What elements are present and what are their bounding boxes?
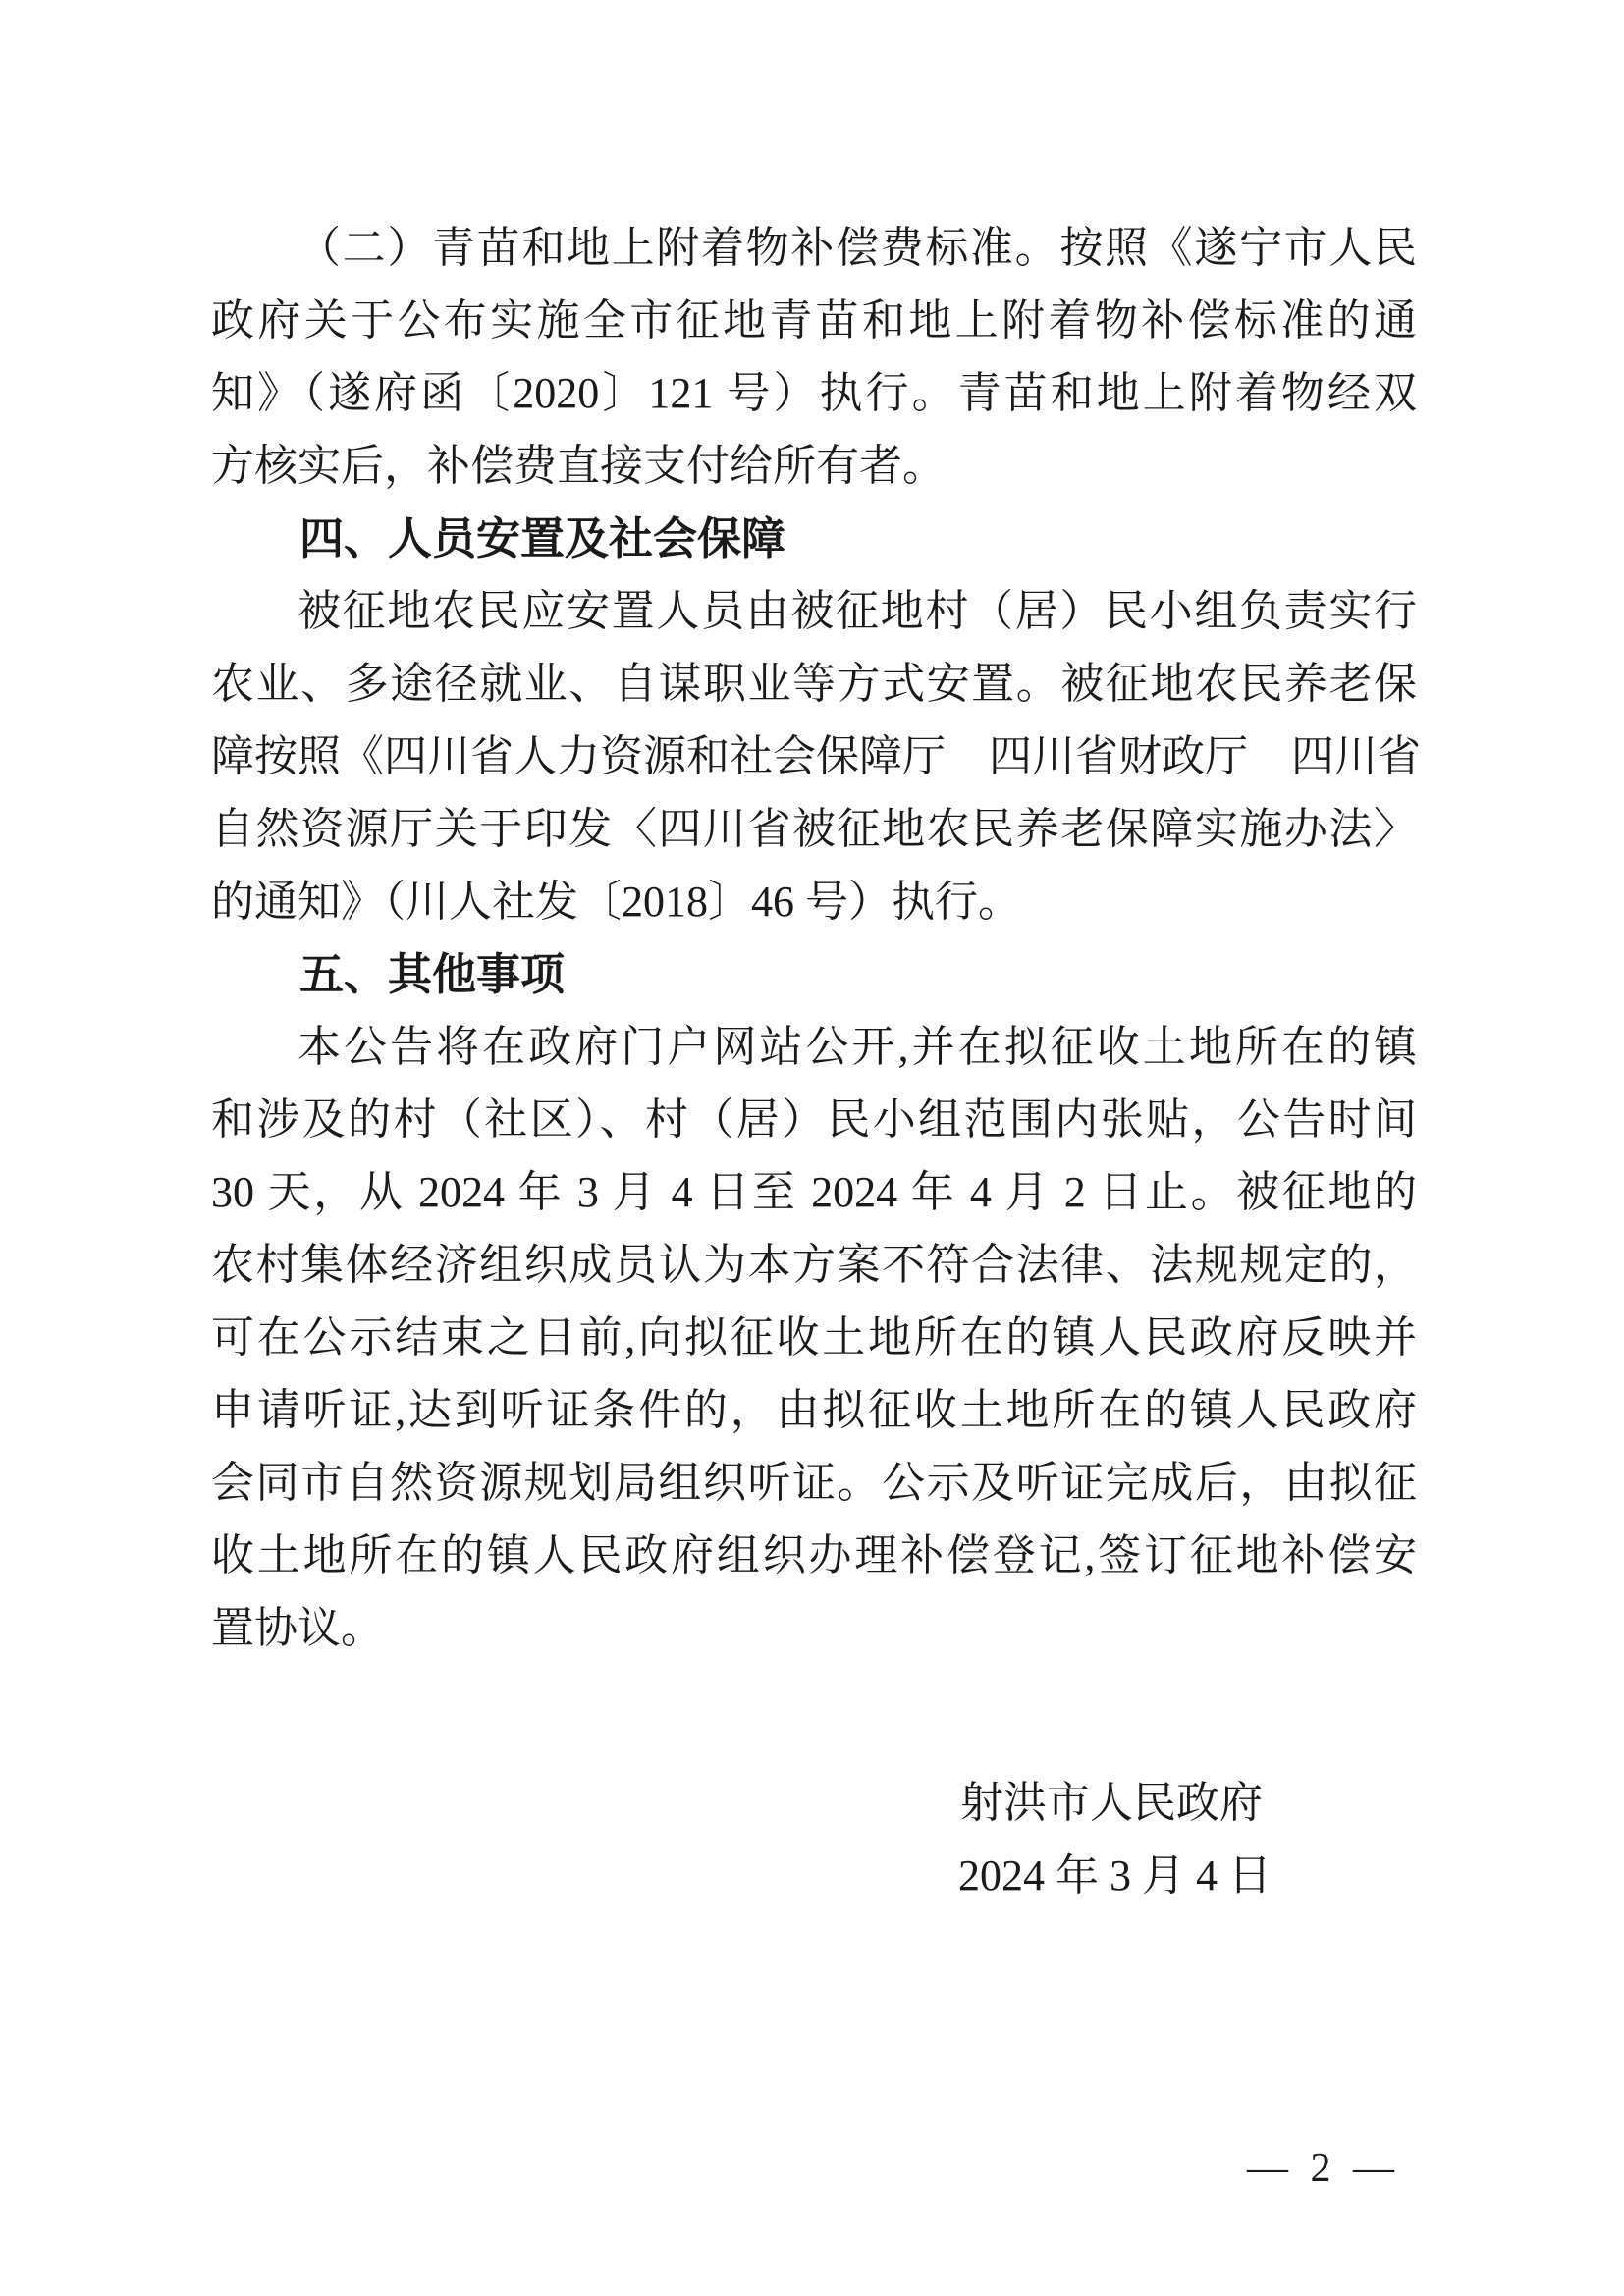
text-line: 知》（遂府函〔2020〕121 号）执行。青苗和地上附着物经双: [211, 369, 1417, 417]
text-line: 申请听证,达到听证条件的，由拟征收土地所在的镇人民政府: [211, 1386, 1417, 1434]
text-line: 被征地农民应安置人员由被征地村（居）民小组负责实行: [298, 587, 1417, 635]
signature-block: [958, 1767, 1272, 1912]
page-number: — 2 —: [1247, 2146, 1400, 2191]
text-line: 的通知》（川人社发〔2018〕46 号）执行。: [211, 878, 1021, 926]
text-line: 本公告将在政府门户网站公开,并在拟征收土地所在的镇: [298, 1023, 1417, 1071]
text-line: 30 天，从 2024 年 3 月 4 日至 2024 年 4 月 2 日止。被征地的: [211, 1168, 1417, 1216]
text-line: 政府关于公布实施全市征地青苗和地上附着物补偿标准的通: [211, 296, 1417, 345]
text-line: （二）青苗和地上附着物补偿费标准。按照《遂宁市人民: [298, 224, 1417, 272]
text-line: 可在公示结束之日前,向拟征收土地所在的镇人民政府反映并: [211, 1313, 1417, 1362]
text-line: 农村集体经济组织成员认为本方案不符合法律、法规规定的，: [211, 1241, 1417, 1289]
text-line: 农业、多途径就业、自谋职业等方式安置。被征地农民养老保: [211, 660, 1417, 708]
text-line: 自然资源厅关于印发〈四川省被征地农民养老保障实施办法〉: [211, 805, 1417, 853]
signature-issuer: 射洪市人民政府: [960, 1779, 1263, 1827]
document-body: [211, 212, 1421, 1665]
text-line: 会同市自然资源规划局组织听证。公示及听证完成后，由拟征: [211, 1459, 1417, 1507]
text-line: 和涉及的村（社区）、村（居）民小组范围内张贴，公告时间: [211, 1095, 1417, 1144]
text-line: 障按照《四川省人力资源和社会保障厅 四川省财政厅 四川省: [211, 732, 1421, 780]
text-line: 收土地所在的镇人民政府组织办理补偿登记,签订征地补偿安: [211, 1531, 1417, 1579]
text-line: 置协议。: [211, 1604, 384, 1652]
text-line: 方核实后，补偿费直接支付给所有者。: [211, 442, 946, 490]
section-heading-5: 五、其他事项: [299, 949, 566, 999]
section-heading-4: 四、人员安置及社会保障: [299, 513, 786, 563]
signature-date: 2024 年 3 月 4 日: [958, 1851, 1272, 1899]
